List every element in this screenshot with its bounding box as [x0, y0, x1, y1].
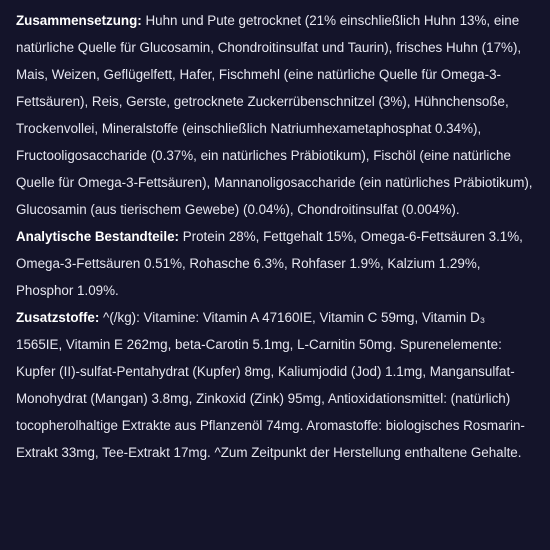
- analytical-text: Protein 28%, Fettgehalt 15%, Omega-6-Fettsäuren 3.1%, Omega-3-Fettsäuren 0.51%, Rohasche 6.3%, Rohfaser 1.9%, Kalzium 1.29%, Phosphor 1.09%.: [16, 229, 523, 298]
- composition-section: [16, 7, 534, 223]
- composition-label: Zusammensetzung:: [16, 13, 142, 28]
- analytical-section: [16, 223, 534, 304]
- composition-text: Huhn und Pute getrocknet (21% einschließlich Huhn 13%, eine natürliche Quelle für Glucosamin, Chondroitinsulfat und Taurin), frisches Huhn (17%), Mais, Weizen, Geflügelfett, Hafer, Fischmehl (eine natürliche Quelle für Omega-3-Fettsäuren), Reis, Gerste, getrocknete Zuckerrübenschnitzel (3%), Hühnchensoße, Trockenvollei, Mineralstoffe (einschließlich Natriumhexametaphosphat 0.34%), Fructooligosaccharide (0.37%, ein natürliches Präbiotikum), Fischöl (eine natürliche Quelle für Omega-3-Fettsäuren), Mannanoligosaccharide (ein natürliches Präbiotikum), Glucosamin (aus tierischem Gewebe) (0.04%), Chondroitinsulfat (0.004%).: [16, 13, 533, 217]
- additives-label: Zusatzstoffe:: [16, 310, 100, 325]
- analytical-label: Analytische Bestandteile:: [16, 229, 179, 244]
- additives-text: ^(/kg): Vitamine: Vitamin A 47160IE, Vitamin C 59mg, Vitamin D₃ 1565IE, Vitamin E 262mg, beta-Carotin 5.1mg, L-Carnitin 50mg. Spurenelemente: Kupfer (II)-sulfat-Pentahydrat (Kupfer) 8mg, Kaliumjodid (Jod) 1.1mg, Mangansulfat-Monohydrat (Mangan) 3.8mg, Zinkoxid (Zink) 95mg, Antioxidationsmittel: (natürlich) tocopherolhaltige Extrakte aus Pflanzenöl 74mg. Aromastoffe: biologisches Rosmarin-Extrakt 33mg, Tee-Extrakt 17mg. ^Zum Zeitpunkt der Herstellung enthaltene Gehalte.: [16, 310, 525, 460]
- additives-section: [16, 304, 534, 466]
